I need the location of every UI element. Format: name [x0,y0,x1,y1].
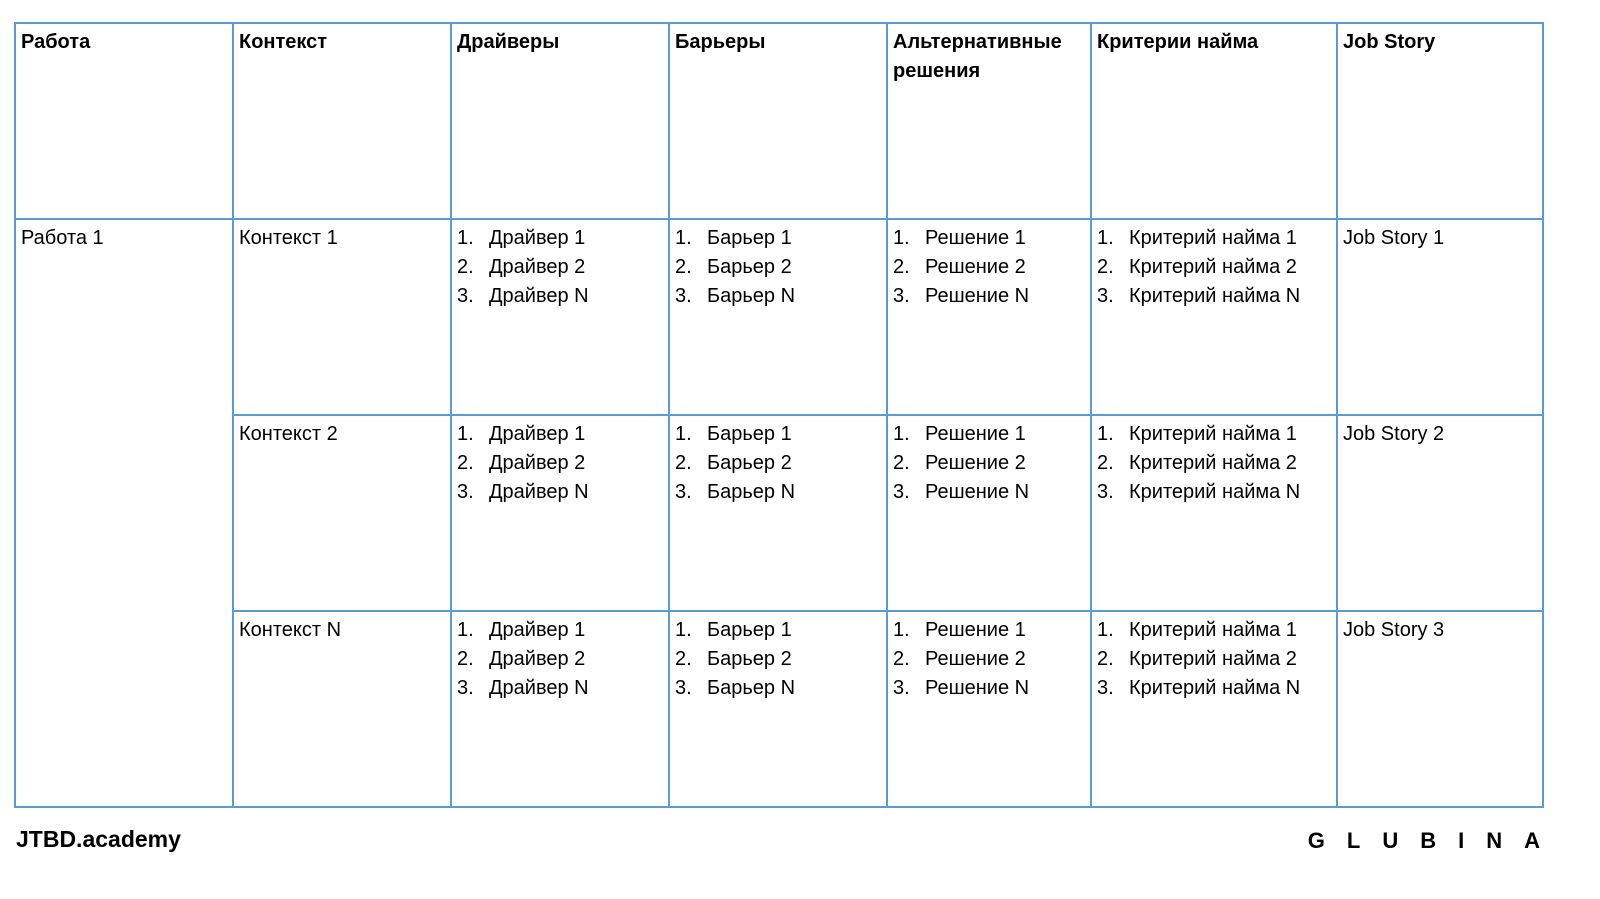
list-number: 3. [457,677,474,699]
context-cell: Контекст 2 [233,415,451,611]
list-number: 1. [1097,423,1114,445]
drivers-list [457,616,663,703]
list-item [675,645,881,674]
footer-brand: JTBD.academy [16,826,181,852]
context-cell: Контекст N [233,611,451,807]
logo-letter: A [1524,828,1540,853]
list-number: 1. [893,619,910,641]
list-number: 1. [457,227,474,249]
table-row [15,611,1543,807]
criteria-cell [1091,219,1337,415]
barriers-list [675,224,881,311]
logo-letter: N [1486,828,1525,853]
list-text: Драйвер 2 [489,256,586,278]
solutions-cell [887,415,1091,611]
list-text: Драйвер N [489,677,589,699]
criteria-cell [1091,611,1337,807]
list-text: Драйвер 1 [489,619,586,641]
jtbd-table [14,22,1544,808]
header-context: Контекст [233,23,451,219]
list-text: Критерий найма N [1129,677,1301,699]
drivers-list [457,420,663,507]
list-number: 2. [1097,648,1114,670]
criteria-list [1097,224,1331,311]
list-number: 3. [1097,677,1114,699]
list-text: Барьер 1 [707,227,792,249]
list-text: Решение N [925,285,1030,307]
footer-logo [1308,828,1540,854]
job-story-cell: Job Story 2 [1337,415,1543,611]
list-item [1097,645,1331,674]
header-drivers: Драйверы [451,23,669,219]
list-item [457,449,663,478]
list-item [457,645,663,674]
list-number: 1. [1097,227,1114,249]
work-cell: Работа 1 [15,219,233,807]
list-number: 3. [1097,285,1114,307]
list-item [893,420,1085,449]
list-item [1097,282,1331,311]
solutions-list [893,224,1085,311]
list-item [675,420,881,449]
header-barriers: Барьеры [669,23,887,219]
list-number: 2. [675,256,692,278]
list-text: Критерий найма 2 [1129,452,1297,474]
table-row [15,219,1543,415]
list-item [893,253,1085,282]
list-item [457,253,663,282]
list-number: 1. [675,423,692,445]
list-number: 2. [675,648,692,670]
list-item [893,224,1085,253]
list-item [1097,674,1331,703]
list-text: Решение 2 [925,256,1026,278]
job-story-cell: Job Story 1 [1337,219,1543,415]
list-text: Барьер 1 [707,423,792,445]
job-story-cell: Job Story 3 [1337,611,1543,807]
list-number: 2. [457,648,474,670]
list-item [1097,420,1331,449]
list-item [1097,449,1331,478]
list-text: Барьер N [707,481,796,503]
list-text: Критерий найма 1 [1129,619,1297,641]
list-text: Решение 1 [925,423,1026,445]
list-item [675,449,881,478]
list-item [893,282,1085,311]
list-number: 1. [893,423,910,445]
logo-letter: U [1382,828,1421,853]
solutions-list [893,420,1085,507]
list-item [893,674,1085,703]
list-item [1097,224,1331,253]
list-text: Драйвер 1 [489,423,586,445]
list-text: Решение 2 [925,452,1026,474]
list-number: 3. [675,677,692,699]
list-text: Решение 2 [925,648,1026,670]
list-number: 3. [675,285,692,307]
list-number: 3. [457,481,474,503]
list-text: Барьер 1 [707,619,792,641]
barriers-list [675,616,881,703]
list-item [675,478,881,507]
list-item [1097,478,1331,507]
list-text: Барьер N [707,285,796,307]
list-number: 1. [457,423,474,445]
header-work: Работа [15,23,233,219]
list-item [457,420,663,449]
barriers-cell [669,611,887,807]
list-text: Критерий найма 2 [1129,256,1297,278]
logo-letter: G [1307,828,1347,853]
list-text: Критерий найма N [1129,481,1301,503]
list-text: Решение 1 [925,227,1026,249]
list-text: Барьер 2 [707,648,792,670]
list-item [893,478,1085,507]
list-item [675,616,881,645]
logo-letter: B [1420,828,1459,853]
list-item [1097,616,1331,645]
list-text: Драйвер 1 [489,227,586,249]
list-text: Критерий найма 2 [1129,648,1297,670]
list-number: 2. [893,256,910,278]
list-text: Барьер N [707,677,796,699]
list-item [675,253,881,282]
barriers-list [675,420,881,507]
criteria-list [1097,420,1331,507]
drivers-list [457,224,663,311]
list-number: 3. [893,285,910,307]
list-item [457,478,663,507]
list-number: 2. [893,648,910,670]
list-item [893,449,1085,478]
list-number: 1. [1097,619,1114,641]
list-text: Решение N [925,481,1030,503]
header-job-story: Job Story [1337,23,1543,219]
logo-letter: L [1346,828,1383,853]
list-text: Драйвер 2 [489,648,586,670]
solutions-list [893,616,1085,703]
header-row [15,23,1543,219]
list-text: Драйвер N [489,285,589,307]
list-number: 1. [675,619,692,641]
logo-letter: I [1458,828,1487,853]
list-number: 2. [457,256,474,278]
criteria-list [1097,616,1331,703]
list-item [893,645,1085,674]
barriers-cell [669,415,887,611]
list-text: Драйвер 2 [489,452,586,474]
list-text: Барьер 2 [707,452,792,474]
list-item [675,224,881,253]
list-text: Драйвер N [489,481,589,503]
list-number: 1. [893,227,910,249]
list-number: 3. [893,677,910,699]
context-cell: Контекст 1 [233,219,451,415]
criteria-cell [1091,415,1337,611]
list-item [1097,253,1331,282]
list-text: Критерий найма 1 [1129,423,1297,445]
solutions-cell [887,611,1091,807]
list-item [675,674,881,703]
list-number: 2. [893,452,910,474]
barriers-cell [669,219,887,415]
list-item [457,282,663,311]
list-number: 2. [1097,452,1114,474]
list-item [457,674,663,703]
list-text: Критерий найма N [1129,285,1301,307]
list-number: 1. [457,619,474,641]
solutions-cell [887,219,1091,415]
list-text: Критерий найма 1 [1129,227,1297,249]
list-number: 2. [1097,256,1114,278]
list-number: 3. [675,481,692,503]
table-body [15,219,1543,807]
list-number: 3. [893,481,910,503]
list-text: Решение N [925,677,1030,699]
header-alternatives: Альтернативные решения [887,23,1091,219]
list-number: 1. [675,227,692,249]
drivers-cell [451,415,669,611]
drivers-cell [451,611,669,807]
list-number: 3. [1097,481,1114,503]
list-number: 2. [675,452,692,474]
drivers-cell [451,219,669,415]
list-item [675,282,881,311]
list-item [893,616,1085,645]
table-row [15,415,1543,611]
list-item [457,224,663,253]
list-number: 2. [457,452,474,474]
list-item [457,616,663,645]
list-text: Решение 1 [925,619,1026,641]
list-text: Барьер 2 [707,256,792,278]
header-criteria: Критерии найма [1091,23,1337,219]
list-number: 3. [457,285,474,307]
